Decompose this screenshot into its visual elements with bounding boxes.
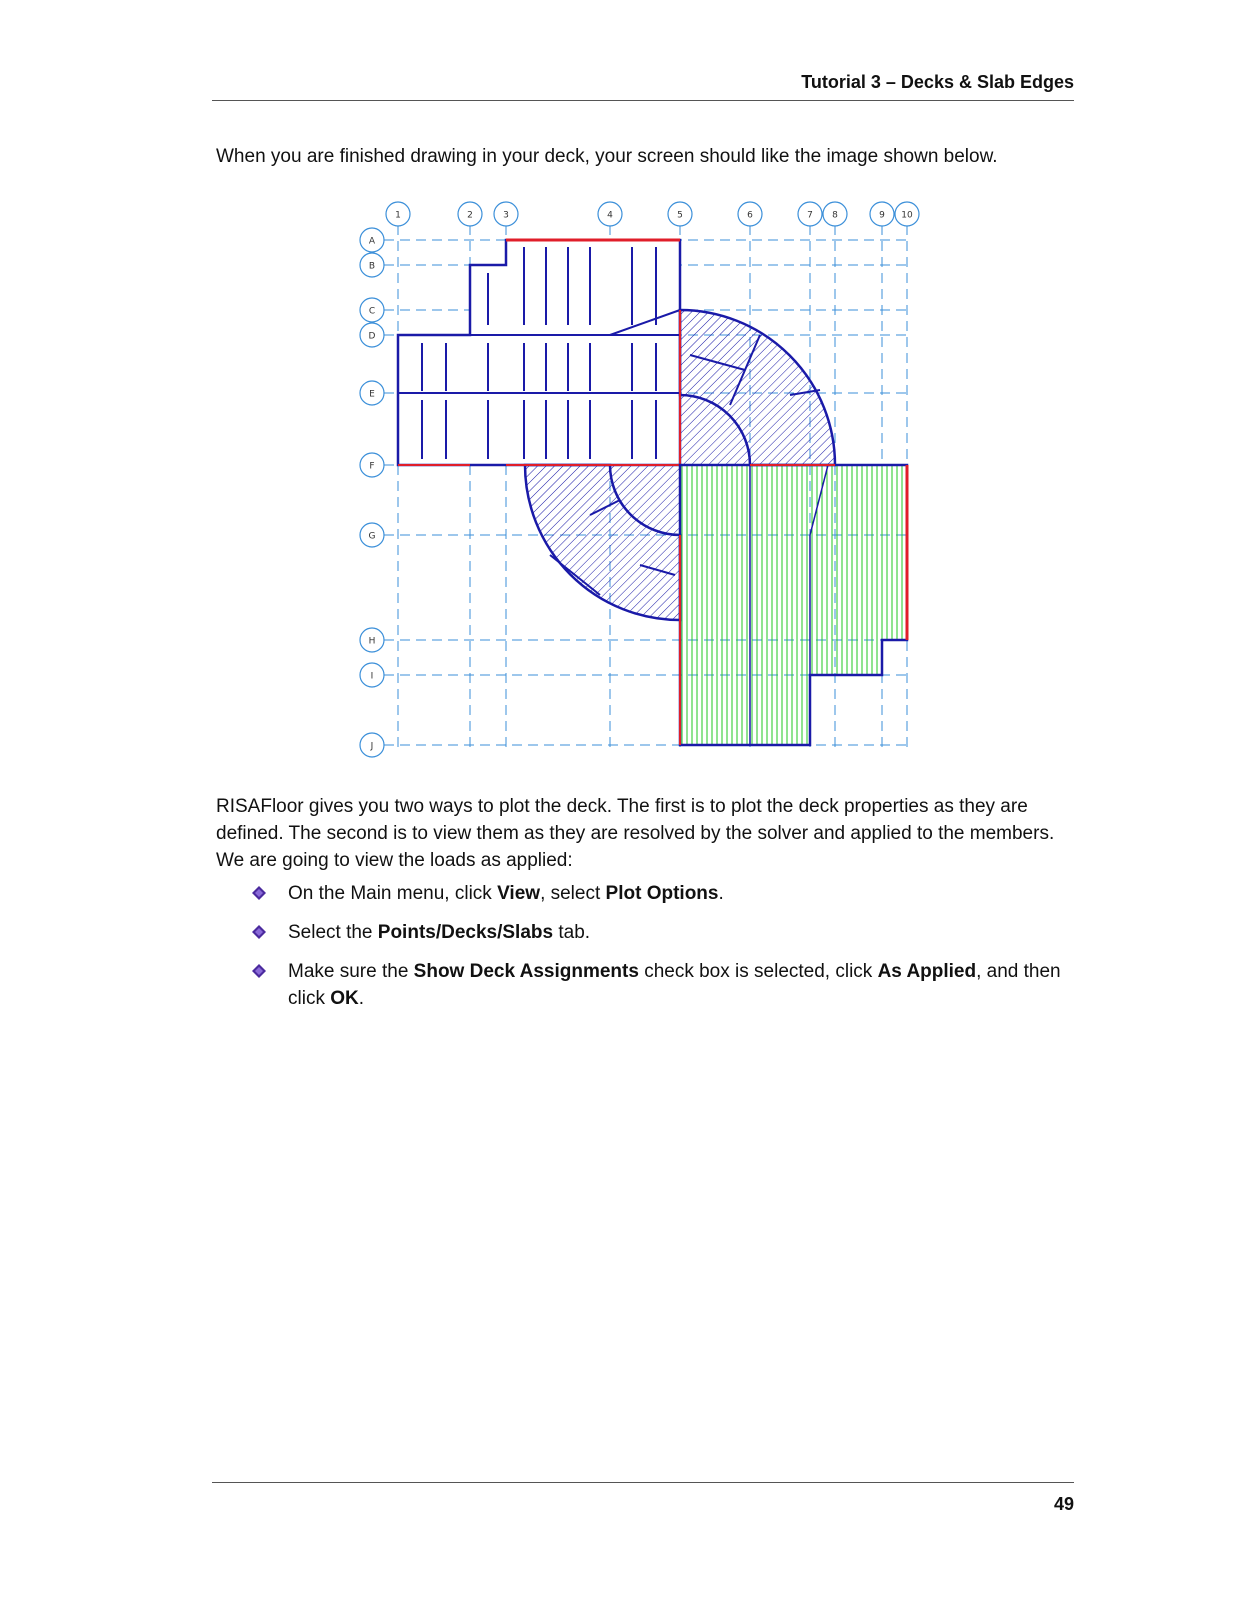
diamond-bullet-icon [252, 886, 266, 900]
svg-text:2: 2 [467, 210, 473, 221]
svg-text:B: B [368, 261, 376, 272]
deck-region-curved-lower [506, 465, 680, 620]
footer-rule [212, 1482, 1074, 1483]
column-grid-bubble-4 [598, 202, 622, 226]
row-grid-bubble-E [360, 381, 384, 405]
svg-text:6: 6 [747, 210, 753, 221]
running-header: Tutorial 3 – Decks & Slab Edges [801, 72, 1074, 92]
svg-text:9: 9 [879, 210, 885, 221]
intro-text: When you are finished drawing in your deck, your screen should like the image shown below. [216, 146, 998, 167]
diamond-bullet-icon [252, 964, 266, 978]
deck-region-upper-left [398, 240, 680, 465]
svg-text:7: 7 [807, 210, 813, 221]
svg-text:1: 1 [395, 210, 401, 221]
row-grid-bubble-F [360, 453, 384, 477]
row-grid-bubble-B [360, 253, 384, 277]
list-item: On the Main menu, click View, select Plot Options. [250, 880, 1090, 907]
column-grid-bubble-5 [668, 202, 692, 226]
row-grid-bubble-I [360, 663, 384, 687]
column-grid-bubble-1 [386, 202, 410, 226]
deck-region-curved-upper [680, 310, 835, 465]
svg-text:H: H [368, 636, 376, 647]
svg-text:4: 4 [607, 210, 613, 221]
column-grid-bubble-8 [823, 202, 847, 226]
column-grid-bubble-10 [895, 202, 919, 226]
deck-plan-figure [350, 195, 930, 765]
step-list [250, 880, 1090, 1024]
column-grid-bubble-6 [738, 202, 762, 226]
header-rule [212, 100, 1074, 101]
column-grid-bubble-9 [870, 202, 894, 226]
svg-text:8: 8 [832, 210, 838, 221]
svg-text:D: D [368, 331, 376, 342]
row-grid-bubble-J [360, 733, 384, 757]
svg-text:10: 10 [901, 210, 913, 221]
row-grid-bubble-C [360, 298, 384, 322]
row-grid-bubble-A [360, 228, 384, 252]
svg-text:C: C [368, 306, 376, 317]
list-item: Select the Points/Decks/Slabs tab. [250, 919, 1090, 946]
svg-text:5: 5 [677, 210, 683, 221]
list-item: Make sure the Show Deck Assignments check box is selected, click As Applied, and then click OK. [250, 958, 1090, 1012]
row-grid-bubble-G [360, 523, 384, 547]
column-grid-bubble-2 [458, 202, 482, 226]
svg-text:F: F [369, 461, 375, 472]
svg-text:3: 3 [503, 210, 509, 221]
svg-text:E: E [369, 389, 375, 400]
column-grid-bubble-7 [798, 202, 822, 226]
column-grid-bubble-3 [494, 202, 518, 226]
row-grid-bubble-D [360, 323, 384, 347]
row-grid-bubble-H [360, 628, 384, 652]
body-paragraph: RISAFloor gives you two ways to plot the deck. The first is to plot the deck properties as they are defined. The second is to view them as they are resolved by the solver and applied to the members. We are going to view the loads as applied: [216, 796, 1055, 871]
diamond-bullet-icon [252, 925, 266, 939]
deck-region-applied-green [680, 465, 907, 745]
svg-text:I: I [370, 671, 374, 682]
svg-text:J: J [370, 741, 374, 752]
svg-text:A: A [368, 236, 376, 247]
page-number: 49 [1053, 1494, 1074, 1514]
svg-text:G: G [368, 531, 376, 542]
